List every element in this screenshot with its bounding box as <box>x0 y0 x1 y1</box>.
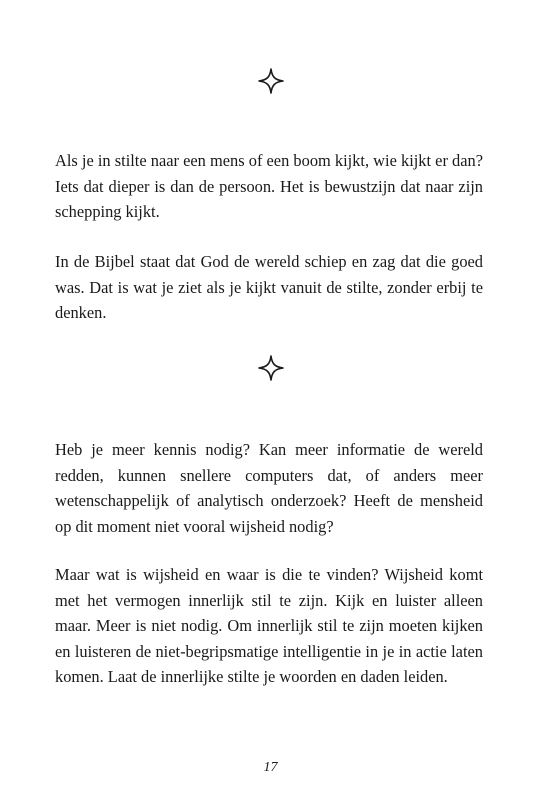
four-point-star-icon <box>258 68 284 94</box>
paragraph-3: Heb je meer kennis nodig? Kan meer informatie de wereld redden, kunnen snellere computers dat, of anders meer wetenschappelijk of analytisch onderzoek? Heeft de mensheid op dit moment niet vooral wijsheid nodig? <box>55 440 483 536</box>
paragraph-2: In de Bijbel staat dat God de wereld schiep en zag dat die goed was. Dat is wat je ziet als je kijkt vanuit de stilte, zonder erbij te denken. <box>55 252 483 322</box>
page-number: 17 <box>263 760 278 775</box>
section-divider <box>0 68 541 92</box>
paragraph-1: Als je in stilte naar een mens of een boom kijkt, wie kijkt er dan? Iets dat dieper is dan de persoon. Het is bewustzijn dat naar zijn schepping kijkt. <box>55 151 483 221</box>
section-divider <box>0 355 541 379</box>
paragraph-4: Maar wat is wijsheid en waar is die te vinden? Wijsheid komt met het vermogen innerlijk stil te zijn. Kijk en luister alleen maar. Meer is niet nodig. Om innerlijk stil te zijn moeten kijken en luisteren de niet-begripsmatige intelligentie in je in actie laten komen. Laat de innerlijke stilte je woorden en daden leiden. <box>55 565 483 686</box>
four-point-star-icon <box>258 355 284 381</box>
